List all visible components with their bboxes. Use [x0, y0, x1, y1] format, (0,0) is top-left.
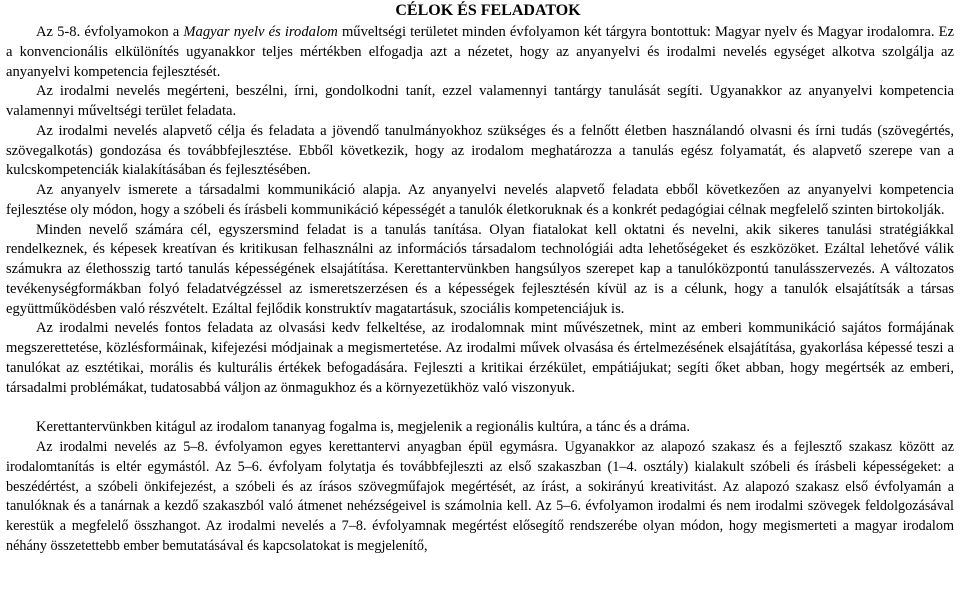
paragraph-intro-part-1: Az 5-8. évfolyamokon a — [36, 24, 184, 40]
paragraph-reading-motivation: Az irodalmi nevelés fontos feladata az olvasási kedv felkeltése, az irodalomnak mint művészetnek, mint az emberi kommunikáció sajátos formájának megszerettetése, közlésformáinak, kifejezési módjainak a megismertetése. Az irodalmi művek olvasása és értelmezésének elsajátítása, gyakorlása képessé teszi a tanulókat az esztétikai, morális és kulturális értékek befogadására. Fejleszti a kritikai érzékület, empátiájukat; segíti őket abban, hogy megértsék az emberi, társadalmi problémákat, tudatosabbá váljon az önmagukhoz és a környezetükhöz való viszonyuk. — [6, 320, 954, 396]
paragraph-teaching-learning: Minden nevelő számára cél, egyszersmind feladat is a tanulás tanítása. Olyan fiatalokat kell oktatni és nevelni, akik sikeres tanulási stratégiákkal rendelkeznek, és képesek kreatívan és kritikusan felhasználni az információs társadalom technológiái adta lehetőségeket és eszközöket. Ezáltal lehetővé válik számukra az élethosszig tartó tanulás képességének elsajátítása. Kerettantervünkben hangsúlyos szerepet kap a tanulóközpontú tanulásszervezés. A változatos tevékenységformákban folyó feladatvégzéssel az ismeretszerzésen és a képességek fejlesztésén kívül az is a célunk, hogy a tanulók elsajátítsák a társas együttműködésben való részvételt. Ezáltal fejlődik konstruktív magatartásuk, szociális kompetenciájuk is. — [6, 221, 954, 317]
document-page — [6, 0, 954, 557]
paragraph-grade-levels: Az irodalmi nevelés az 5–8. évfolyamon egyes kerettantervi anyagban épül egymásra. Ugyanakkor az alapozó szakasz és a fejlesztő szakasz között az irodalomtanítás is eltér egymástól. Az 5–6. évfolyam folytatja és továbbfejleszti az első szakaszban (1–4. osztály) kialakult szóbeli és írásbeli képességeket: a beszédértést, a szóbeli önkifejezést, a szóbeli és az írásos szövegműfajok megértését, az írást, a sokirányú kreativitást. Az alapozó szakasz első évfolyamán a tanulóknak és a tanárnak a kezdő szakaszból való átmenet nehézségeivel is számolnia kell. Az 5–6. évfolyamon irodalmi és nem irodalmi szövegek feldolgozásával kerestük a megfelelő összhangot. Az irodalmi nevelés a 7–8. évfolyamnak megértést elősegítő rendszerébe olyan módon, hogy megismerteti a magyar irodalom néhány összetettebb ember bemutatásával és kapcsolatokat is megjelenítő, — [6, 439, 954, 554]
paragraph-intro-part-2: műveltségi területet minden évfolyamon két tárgyra bontottuk: Magyar nyelv és Magyar irodalomra. Ez a konvencionális elkülönítés ugyanakkor teljes mértékben elfogadja azt a nézetet, hogy az anyanyelvi és irodalmi nevelés egységet alkotva szolgálja az anyanyelvi kompetencia fejlesztését. — [6, 24, 954, 80]
paragraph-basic-goal: Az irodalmi nevelés alapvető célja és feladata a jövendő tanulmányokhoz szükséges és a felnőtt életben használandó olvasni és írni tudás (szövegértés, szövegalkotás) gondozása és továbbfejlesztése. Ebből következik, hogy az irodalom meghatározza a tanulás egész folyamatát, és alapvető szerepe van a kulcskompetenciák kialakításában és fejlesztésében. — [6, 122, 954, 179]
paragraph-intro — [6, 23, 954, 82]
paragraph-mother-tongue: Az anyanyelv ismerete a társadalmi kommunikáció alapja. Az anyanyelvi nevelés alapvető feladata ebből következően az anyanyelvi kompetencia fejlesztése oly módon, hogy a szóbeli és írásbeli kommunikáció képességét a tanulók életkoruknak és a konkrét pedagógiai célnak megfelelő szinten birtokolják. — [6, 182, 954, 218]
subject-name-emphasis: Magyar nyelv és irodalom — [183, 24, 338, 40]
paragraph-curriculum-expansion: Kerettantervünkben kitágul az irodalom tananyag fogalma is, megjelenik a regionális kultúra, a tánc és a dráma. — [36, 419, 691, 436]
page-title: CÉLOK ÉS FELADATOK — [395, 2, 581, 19]
paragraph-literary-education: Az irodalmi nevelés megérteni, beszélni, írni, gondolkodni tanít, ezzel valamennyi tantárgy tanulását segíti. Ugyanakkor az anyanyelvi kompetencia valamennyi műveltségi terület feladata. — [6, 83, 954, 119]
